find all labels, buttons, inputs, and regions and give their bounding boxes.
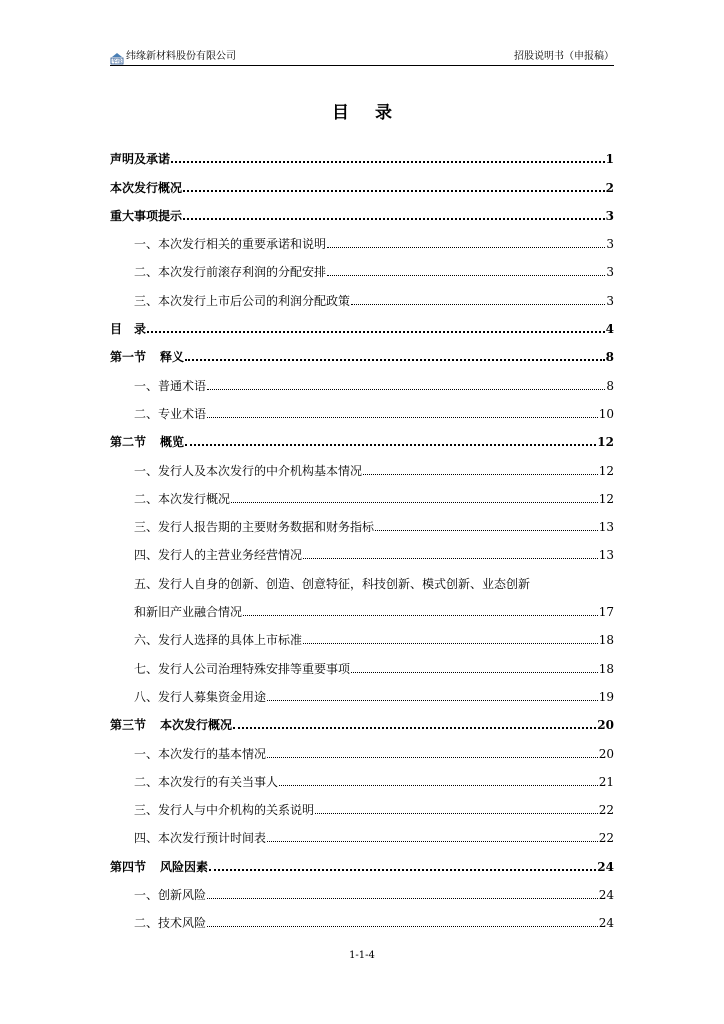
- toc-entry-leader: [327, 275, 605, 276]
- toc-entry[interactable]: [110, 478, 614, 506]
- toc-entry-leader: [183, 190, 605, 192]
- toc-entry-label: 第二节: [110, 435, 147, 450]
- toc-entry-title: 风险因素: [160, 859, 209, 874]
- toc-entry-leader: [171, 161, 605, 163]
- toc-entry-page: 18: [598, 661, 614, 676]
- toc-entry-page: 3: [605, 208, 614, 223]
- toc-entry-leader: [279, 785, 598, 786]
- toc-entry-page: 22: [598, 831, 614, 846]
- toc-entry-label: 第三节: [110, 718, 147, 733]
- toc-entry-leader: [207, 898, 598, 899]
- toc-entry[interactable]: [110, 591, 614, 619]
- toc-entry-page: 22: [598, 803, 614, 818]
- toc-entry-page: 3: [606, 293, 614, 308]
- toc-entry-label: 三、发行人与中介机构的关系说明: [134, 803, 315, 818]
- toc-entry-label: 一、发行人及本次发行的中介机构基本情况: [134, 463, 363, 478]
- company-name: 纬缘新材料股份有限公司: [126, 51, 236, 62]
- toc-entry[interactable]: [110, 308, 614, 336]
- toc-entry-label: 二、本次发行的有关当事人: [134, 774, 279, 789]
- toc-entry-leader: [303, 643, 598, 644]
- toc-entry[interactable]: [110, 166, 614, 194]
- toc-entry-leader: [147, 331, 605, 333]
- toc-entry-label: 一、创新风险: [134, 888, 207, 903]
- toc-entry[interactable]: [110, 251, 614, 279]
- toc-entry-leader: [267, 841, 598, 842]
- toc-entry-leader: [363, 474, 598, 475]
- toc-entry[interactable]: [110, 364, 614, 392]
- toc-entry-leader: [183, 218, 605, 220]
- toc-entry-title: 概览: [160, 435, 185, 450]
- toc-entry-page: 18: [598, 633, 614, 648]
- toc-entry-leader: [233, 727, 596, 729]
- toc-entry-page: 8: [605, 350, 614, 365]
- toc-entry-leader: [243, 615, 598, 616]
- toc-entry-leader: [303, 558, 598, 559]
- toc-entry[interactable]: [110, 619, 614, 647]
- toc-entry-leader: [231, 502, 598, 503]
- toc-entry-label: 一、本次发行相关的重要承诺和说明: [134, 237, 327, 252]
- toc-entry-label: 五、发行人自身的创新、创造、创意特征，科技创新、模式创新、业态创新: [134, 576, 531, 591]
- page-number: 1-1-4: [349, 950, 375, 961]
- toc-entry[interactable]: [110, 195, 614, 223]
- toc-entry-page: 10: [598, 406, 614, 421]
- toc-entry-leader: [267, 700, 598, 701]
- toc-entry-page: 24: [597, 859, 614, 874]
- page-title: 目 录: [332, 103, 402, 123]
- toc-entry[interactable]: [110, 676, 614, 704]
- toc-entry-page: 17: [598, 605, 614, 620]
- toc-entry-label: 二、本次发行前滚存利润的分配安排: [134, 265, 327, 280]
- toc-entry[interactable]: [110, 647, 614, 675]
- toc-entry[interactable]: [110, 138, 614, 166]
- toc-entry[interactable]: [110, 874, 614, 902]
- toc-entry[interactable]: [110, 817, 614, 845]
- toc-entry-label: 目 录: [110, 322, 147, 337]
- toc-entry-leader: [375, 530, 598, 531]
- toc-entry-leader: [207, 417, 598, 418]
- toc-entry-label: 第一节: [110, 350, 147, 365]
- toc-entry[interactable]: [110, 761, 614, 789]
- document-type: 招股说明书（申报稿）: [514, 51, 614, 62]
- toc-entry-label: 三、本次发行上市后公司的利润分配政策: [134, 293, 351, 308]
- toc-entry-leader: [185, 359, 605, 361]
- toc-entry-page: 13: [598, 520, 614, 535]
- toc-entry-page: 24: [598, 916, 614, 931]
- toc-entry-label: 二、技术风险: [134, 916, 207, 931]
- toc-entry-title: 本次发行概况: [160, 718, 233, 733]
- toc-entry-label: 重大事项提示: [110, 208, 183, 223]
- toc-entry[interactable]: [110, 562, 614, 590]
- toc-entry-leader: [315, 813, 598, 814]
- toc-entry[interactable]: [110, 506, 614, 534]
- toc-entry-page: 1: [605, 152, 614, 167]
- toc-entry[interactable]: [110, 393, 614, 421]
- toc-entry[interactable]: [110, 845, 614, 873]
- page-header: [110, 46, 614, 66]
- toc-entry-leader: [207, 926, 598, 927]
- toc-entry-leader: [209, 869, 596, 871]
- toc-entry-page: 13: [598, 548, 614, 563]
- toc-entry[interactable]: [110, 336, 614, 364]
- toc-entry-label: 八、发行人募集资金用途: [134, 689, 267, 704]
- toc-entry-label: 一、普通术语: [134, 378, 207, 393]
- toc-entry-label: 二、本次发行概况: [134, 491, 231, 506]
- toc-entry-page: 12: [597, 435, 614, 450]
- toc-entry[interactable]: [110, 421, 614, 449]
- toc-entry-title: 释义: [160, 350, 185, 365]
- toc-entry-leader: [185, 444, 596, 446]
- toc-entry-page: 12: [598, 491, 614, 506]
- toc-entry-page: 19: [598, 689, 614, 704]
- header-company: [110, 50, 236, 63]
- toc-entry-label: 本次发行概况: [110, 180, 183, 195]
- toc-entry-leader: [267, 757, 598, 758]
- toc-entry[interactable]: [110, 902, 614, 930]
- toc-entry-leader: [351, 672, 598, 673]
- toc-entry-label: 二、专业术语: [134, 406, 207, 421]
- toc-entry[interactable]: [110, 789, 614, 817]
- toc-entry-page: 3: [606, 265, 614, 280]
- company-logo-icon: [110, 50, 124, 63]
- toc-entry-page: 8: [606, 378, 614, 393]
- toc-entry-leader: [207, 389, 605, 390]
- toc-entry-page: 24: [598, 888, 614, 903]
- toc-entry-label: 第四节: [110, 859, 147, 874]
- toc-entry-label: 一、本次发行的基本情况: [134, 746, 267, 761]
- toc-entry-page: 4: [605, 322, 614, 337]
- table-of-contents: [110, 138, 614, 930]
- toc-entry[interactable]: [110, 223, 614, 251]
- toc-entry-page: 21: [598, 774, 614, 789]
- toc-entry-page: 20: [597, 718, 614, 733]
- toc-entry-page: 12: [598, 463, 614, 478]
- toc-entry-label: 声明及承诺: [110, 152, 171, 167]
- toc-entry[interactable]: [110, 534, 614, 562]
- toc-entry-label: 三、发行人报告期的主要财务数据和财务指标: [134, 520, 375, 535]
- toc-entry-label: 和新旧产业融合情况: [134, 605, 243, 620]
- toc-entry-leader: [327, 247, 605, 248]
- toc-entry-label: 六、发行人选择的具体上市标准: [134, 633, 303, 648]
- toc-entry[interactable]: [110, 449, 614, 477]
- toc-entry-page: 20: [598, 746, 614, 761]
- toc-entry-page: 2: [605, 180, 614, 195]
- svg-text:华缘: 华缘: [111, 59, 123, 65]
- toc-entry[interactable]: [110, 732, 614, 760]
- toc-entry[interactable]: [110, 279, 614, 307]
- toc-entry-label: 四、发行人的主营业务经营情况: [134, 548, 303, 563]
- toc-entry-label: 七、发行人公司治理特殊安排等重要事项: [134, 661, 351, 676]
- toc-entry-page: 3: [606, 237, 614, 252]
- toc-entry-leader: [351, 304, 605, 305]
- toc-entry[interactable]: [110, 704, 614, 732]
- toc-entry-label: 四、本次发行预计时间表: [134, 831, 267, 846]
